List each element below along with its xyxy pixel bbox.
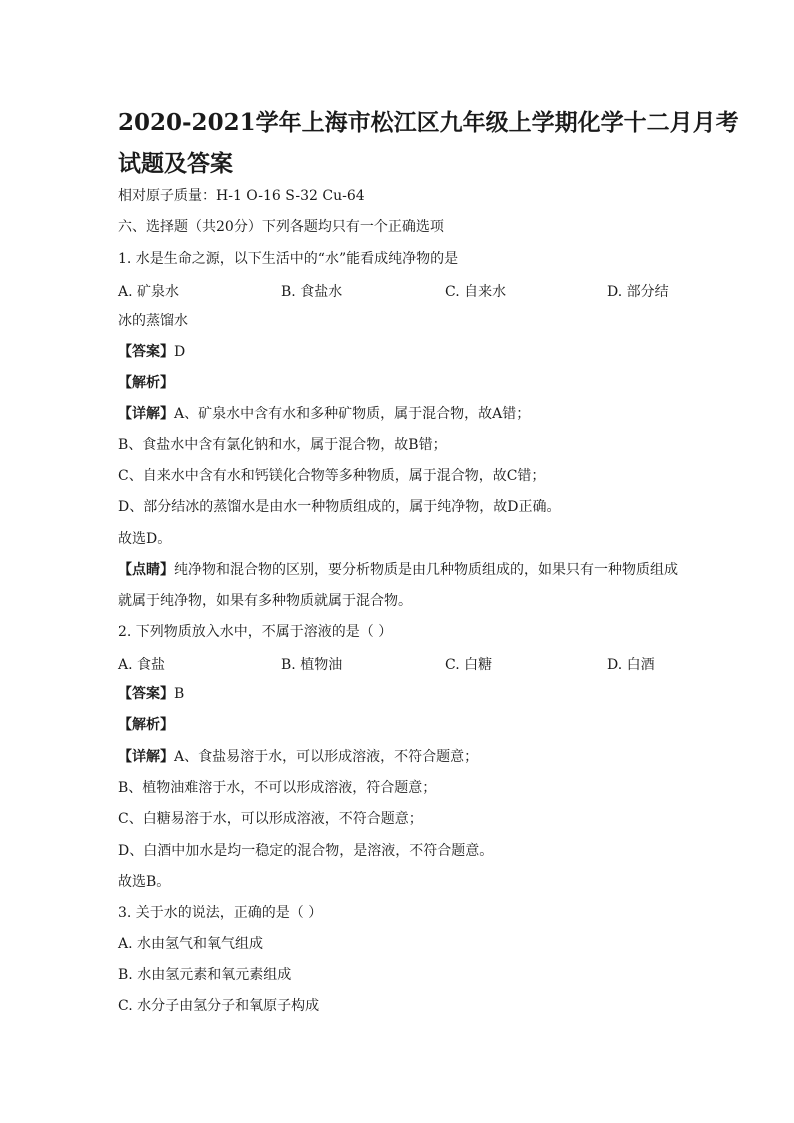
answer-tag: 【答案】 xyxy=(118,344,174,360)
tip-tag: 【点睛】 xyxy=(118,562,174,578)
question-1-stem: 1. 水是生命之源，以下生活中的“水”能看成纯净物的是 xyxy=(118,251,459,267)
question-3-option-c: C. 水分子由氢分子和氧原子构成 xyxy=(118,998,320,1014)
detail-tag: 【详解】 xyxy=(118,406,174,422)
question-1-options xyxy=(118,281,678,299)
question-3-stem: 3. 关于水的说法，正确的是（ ） xyxy=(118,905,323,921)
question-3-option-b: B. 水由氢元素和氧元素组成 xyxy=(118,967,292,983)
document-title-line-1: 2020-2021学年上海市松江区九年级上学期化学十二月月考 xyxy=(118,109,739,136)
question-2-option-c: C. 白糖 xyxy=(445,657,493,673)
question-2-option-a: A. 食盐 xyxy=(118,657,166,673)
question-1-option-d: D. 部分结 xyxy=(607,284,669,300)
tip-text: 纯净物和混合物的区别，要分析物质是由几种物质组成的，如果只有一种物质组成 xyxy=(174,562,678,578)
question-1-tip-line-2: 就属于纯净物，如果有多种物质就属于混合物。 xyxy=(118,593,412,609)
answer-value: D xyxy=(174,344,186,360)
question-2-conclusion: 故选B。 xyxy=(118,874,171,890)
detail-text: A、矿泉水中含有水和多种矿物质，属于混合物，故A错； xyxy=(174,406,531,422)
question-1-option-a: A. 矿泉水 xyxy=(118,284,180,300)
question-1-detail-line-3: C、自来水中含有水和钙镁化合物等多种物质，属于混合物，故C错； xyxy=(118,468,546,484)
question-1-detail-line-1 xyxy=(118,405,530,423)
answer-value: B xyxy=(174,686,185,702)
question-2-detail-line-1 xyxy=(118,748,478,766)
question-2-analysis-tag: 【解析】 xyxy=(118,717,174,733)
question-2-option-d: D. 白酒 xyxy=(607,657,655,673)
question-1-option-c: C. 自来水 xyxy=(445,284,507,300)
detail-text: A、食盐易溶于水，可以形成溶液，不符合题意； xyxy=(174,749,479,765)
question-3-option-a: A. 水由氢气和氧气组成 xyxy=(118,936,264,952)
section-heading: 六、选择题（共20分）下列各题均只有一个正确选项 xyxy=(118,219,444,235)
detail-tag: 【详解】 xyxy=(118,749,174,765)
question-1-option-b: B. 食盐水 xyxy=(281,284,343,300)
question-1-tip-line-1 xyxy=(118,561,678,579)
question-1-option-d-wrap: 冰的蒸馏水 xyxy=(118,313,188,329)
question-1-detail-line-2: B、食盐水中含有氯化钠和水，属于混合物，故B错； xyxy=(118,437,447,453)
question-2-stem: 2. 下列物质放入水中，不属于溶液的是（ ） xyxy=(118,624,393,640)
question-2-detail-line-2: B、植物油难溶于水，不可以形成溶液，符合题意； xyxy=(118,780,437,796)
answer-tag: 【答案】 xyxy=(118,686,174,702)
question-1-conclusion: 故选D。 xyxy=(118,531,172,547)
question-1-detail-line-4: D、部分结冰的蒸馏水是由水一种物质组成的，属于纯净物，故D正确。 xyxy=(118,499,561,515)
question-2-detail-line-3: C、白糖易溶于水，可以形成溶液，不符合题意； xyxy=(118,811,423,827)
question-1-answer xyxy=(118,343,185,361)
question-2-answer xyxy=(118,685,184,703)
atomic-mass-line: 相对原子质量：H-1 O-16 S-32 Cu-64 xyxy=(118,188,365,204)
question-2-option-b: B. 植物油 xyxy=(281,657,343,673)
question-2-detail-line-4: D、白酒中加水是均一稳定的混合物，是溶液，不符合题意。 xyxy=(118,843,494,859)
question-2-options xyxy=(118,654,678,672)
document-title-line-2: 试题及答案 xyxy=(118,150,233,177)
question-1-analysis-tag: 【解析】 xyxy=(118,375,174,391)
